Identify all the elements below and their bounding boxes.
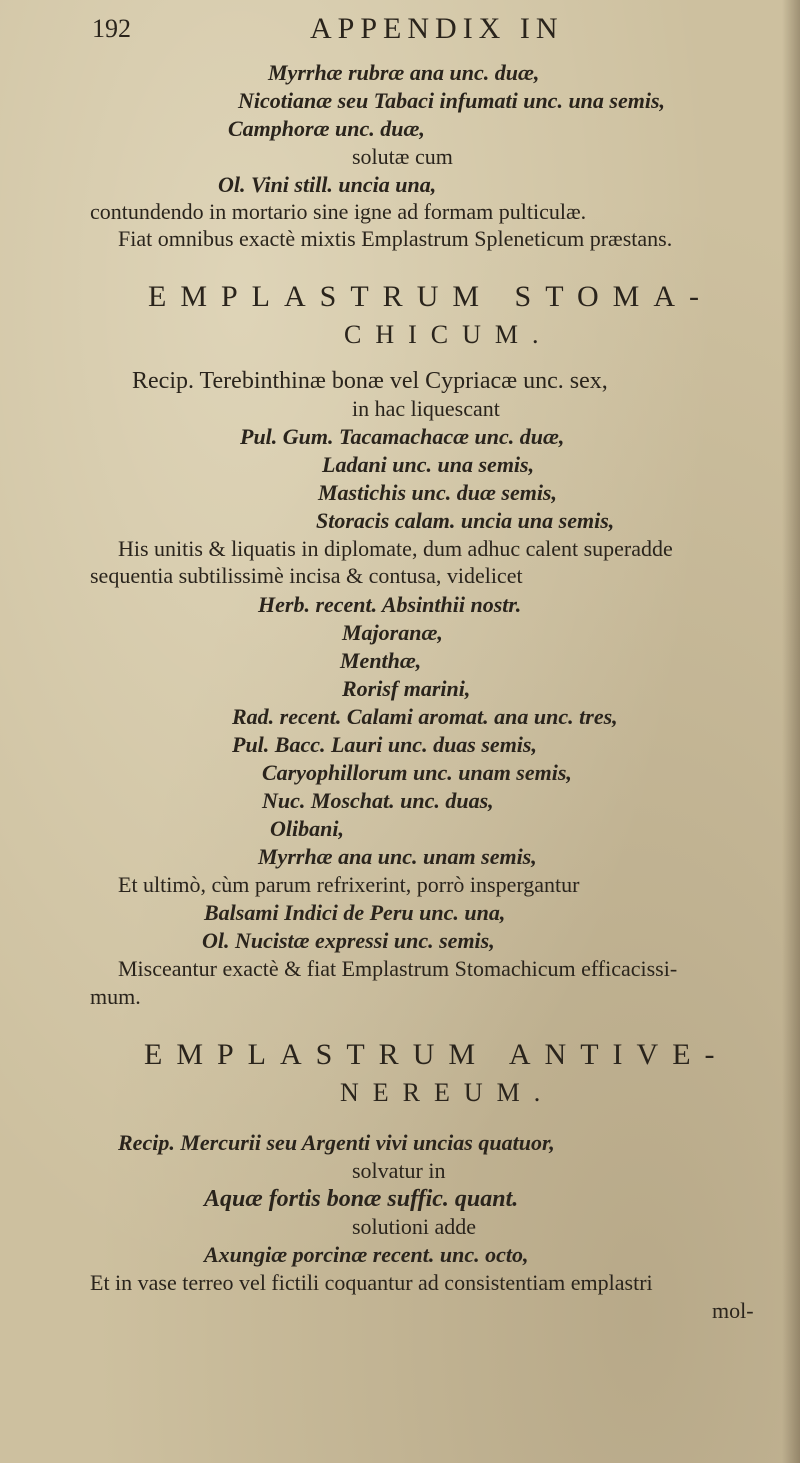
text-line: Axungiæ porcinæ recent. unc. octo, (204, 1242, 529, 1267)
section-heading-continued: NEREUM. (340, 1078, 555, 1107)
text-line: Herb. recent. Absinthii nostr. (258, 592, 522, 617)
text-line: Rorisf marini, (342, 676, 471, 701)
text-line: His unitis & liquatis in diplomate, dum adhuc calent superadde (118, 536, 673, 561)
text-line: Et in vase terreo vel fictili coquantur ad consistentiam emplastri (90, 1270, 653, 1295)
text-line: Ladani unc. una semis, (322, 452, 535, 477)
page-edge-shadow (782, 0, 800, 1463)
text-line: sequentia subtilissimè incisa & contusa, videlicet (90, 563, 523, 588)
text-line: Myrrhæ rubræ ana unc. duæ, (268, 60, 540, 85)
text-line: Caryophillorum unc. unam semis, (262, 760, 572, 785)
running-title: APPENDIX IN (310, 12, 564, 45)
section-heading: EMPLASTRUM STOMA- (148, 280, 713, 313)
text-line: Balsami Indici de Peru unc. una, (204, 900, 506, 925)
text-line: mum. (90, 984, 141, 1009)
catchword: mol- (712, 1298, 754, 1323)
section-heading: EMPLASTRUM ANTIVE- (144, 1038, 729, 1071)
text-line: Aquæ fortis bonæ suffic. quant. (204, 1186, 519, 1212)
text-line: Rad. recent. Calami aromat. ana unc. tres, (232, 704, 618, 729)
text-line: Menthæ, (340, 648, 422, 673)
text-line: in hac liquescant (352, 396, 500, 421)
text-line: Myrrhæ ana unc. unam semis, (258, 844, 537, 869)
text-line: Pul. Bacc. Lauri unc. duas semis, (232, 732, 537, 757)
text-line: Et ultimò, cùm parum refrixerint, porrò inspergantur (118, 872, 580, 897)
text-line: Mastichis unc. duæ semis, (318, 480, 557, 505)
text-line: Fiat omnibus exactè mixtis Emplastrum Spleneticum præstans. (118, 226, 673, 251)
text-line: Nuc. Moschat. unc. duas, (262, 788, 494, 813)
text-line: contundendo in mortario sine igne ad formam pulticulæ. (90, 199, 587, 224)
text-line: Olibani, (270, 816, 344, 841)
text-line: Ol. Nucistæ expressi unc. semis, (202, 928, 495, 953)
text-line: Nicotianæ seu Tabaci infumati unc. una semis, (238, 88, 666, 113)
text-line: Recip. Terebinthinæ bonæ vel Cypriacæ unc. sex, (132, 368, 608, 394)
text-line: solutæ cum (352, 144, 453, 169)
section-heading-continued: CHICUM. (344, 320, 553, 349)
text-line: Storacis calam. uncia una semis, (316, 508, 615, 533)
text-line: Recip. Mercurii seu Argenti vivi uncias quatuor, (118, 1130, 555, 1155)
text-line: Ol. Vini still. uncia una, (218, 172, 437, 197)
text-line: solvatur in (352, 1158, 446, 1183)
text-line: Camphoræ unc. duæ, (228, 116, 425, 141)
text-line: solutioni adde (352, 1214, 477, 1239)
page-number: 192 (92, 14, 131, 43)
text-line: Misceantur exactè & fiat Emplastrum Stomachicum efficacissi- (118, 956, 678, 981)
text-line: Pul. Gum. Tacamachacæ unc. duæ, (240, 424, 565, 449)
text-line: Majoranæ, (342, 620, 443, 645)
